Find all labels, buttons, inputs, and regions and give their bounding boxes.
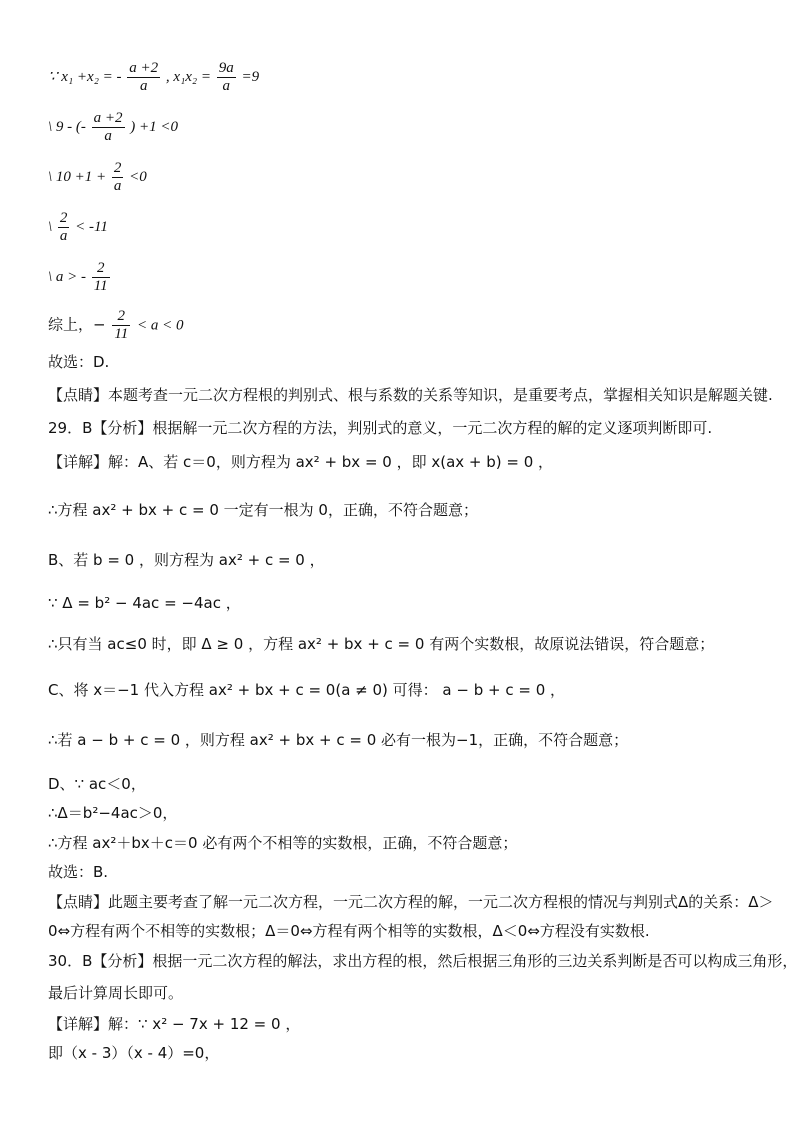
- denominator: a: [113, 178, 122, 194]
- fraction: [58, 210, 70, 245]
- math-line-vieta: [48, 60, 259, 95]
- denominator: a: [139, 78, 148, 94]
- question-30-analysis-2: 最后计算周长即可。: [48, 984, 184, 1002]
- expr-part: , x₁x₂ =: [165, 68, 212, 85]
- question-29-comment: 【点睛】此题主要考查了解一元二次方程，一元二次方程的解，一元二次方程根的情况与判别式Δ的关系：Δ＞: [48, 893, 774, 911]
- math-line-step1: [48, 110, 178, 145]
- expr-part: < -11: [75, 218, 108, 235]
- expr-part: \: [48, 218, 56, 235]
- question-29-detail-b2: ∵ Δ = b² − 4ac = −4ac ，: [48, 594, 241, 612]
- question-29-detail-d3: ∴方程 ax²＋bx＋c＝0 必有两个不相等的实数根，正确，不符合题意；: [48, 834, 518, 852]
- numerator: a +2: [93, 110, 123, 126]
- expr-part: \ 10 +1 +: [48, 168, 107, 185]
- question-29-detail-a2: ∴方程 ax² + bx + c = 0 一定有一根为 0，正确，不符合题意；: [48, 501, 478, 519]
- math-line-step2: [48, 160, 147, 195]
- question-29-detail-d2: ∴Δ＝b²−4ac＞0，: [48, 804, 178, 822]
- expr-part: < a < 0: [137, 317, 184, 334]
- denominator: a: [222, 78, 231, 94]
- fraction: [112, 308, 130, 343]
- numerator: 9a: [218, 60, 234, 76]
- question-30-detail-2: 即（x - 3）（x - 4）=0，: [48, 1044, 220, 1062]
- expr-part: \ a > -: [48, 268, 87, 285]
- numerator: 2: [92, 260, 110, 278]
- answer-line: 故选：D.: [48, 353, 110, 371]
- expr-part: \ 9 - (-: [48, 118, 86, 135]
- question-29-detail-c: C、将 x＝−1 代入方程 ax² + bx + c = 0(a ≠ 0) 可得： a − b + c = 0 ，: [48, 681, 566, 699]
- denominator: a: [59, 228, 68, 244]
- denominator: 11: [114, 326, 129, 342]
- fraction: [217, 60, 236, 95]
- expr-part: =9: [241, 68, 260, 85]
- numerator: 2: [59, 210, 68, 226]
- fraction: [92, 110, 125, 145]
- question-29-detail-b: B、若 b = 0 ，则方程为 ax² + c = 0 ，: [48, 551, 325, 569]
- fraction: [112, 160, 124, 195]
- math-line-conclusion: [48, 308, 184, 343]
- fraction: [92, 260, 110, 295]
- question-30-detail: 【详解】解：∵ x² − 7x + 12 = 0 ，: [48, 1015, 301, 1033]
- question-29-detail-a: 【详解】解：A、若 c＝0，则方程为 ax² + bx = 0 ，即 x(ax + b) = 0 ，: [48, 453, 554, 471]
- question-29-detail-c2: ∴若 a − b + c = 0 ，则方程 ax² + bx + c = 0 必有一根为−1，正确，不符合题意；: [48, 731, 629, 749]
- fraction: [127, 60, 160, 95]
- question-29-comment-2: 0⇔方程有两个不相等的实数根；Δ＝0⇔方程有两个相等的实数根，Δ＜0⇔方程没有实数根.: [48, 922, 650, 940]
- numerator: 2: [112, 308, 130, 326]
- numerator: 2: [113, 160, 122, 176]
- question-29-answer: 故选：B.: [48, 863, 109, 881]
- question-29-analysis: 29．B【分析】根据解一元二次方程的方法，判别式的意义，一元二次方程的解的定义逐项判断即可.: [48, 419, 713, 437]
- math-line-step3: [48, 210, 108, 245]
- expr-part: ) +1 <0: [130, 118, 179, 135]
- numerator: a +2: [129, 60, 159, 76]
- denominator: a: [104, 128, 112, 144]
- expr-part: ∵ x₁ +x₂ = -: [48, 68, 122, 85]
- math-line-step4: [48, 260, 112, 295]
- expr-part: <0: [129, 168, 147, 185]
- question-29-detail-b3: ∴只有当 ac≤0 时，即 Δ ≥ 0 ，方程 ax² + bx + c = 0 有两个实数根，故原说法错误，符合题意；: [48, 635, 715, 653]
- denominator: 11: [93, 278, 108, 294]
- question-30-analysis: 30．B【分析】根据一元二次方程的解法，求出方程的根，然后根据三角形的三边关系判断是否可以构成三角形，: [48, 952, 798, 970]
- expr-part: 综上，−: [48, 315, 106, 334]
- question-29-detail-d: D、∵ ac＜0，: [48, 775, 146, 793]
- comment-paragraph: 【点睛】本题考查一元二次方程根的判别式、根与系数的关系等知识，是重要考点，掌握相关知识是解题关键.: [48, 386, 773, 404]
